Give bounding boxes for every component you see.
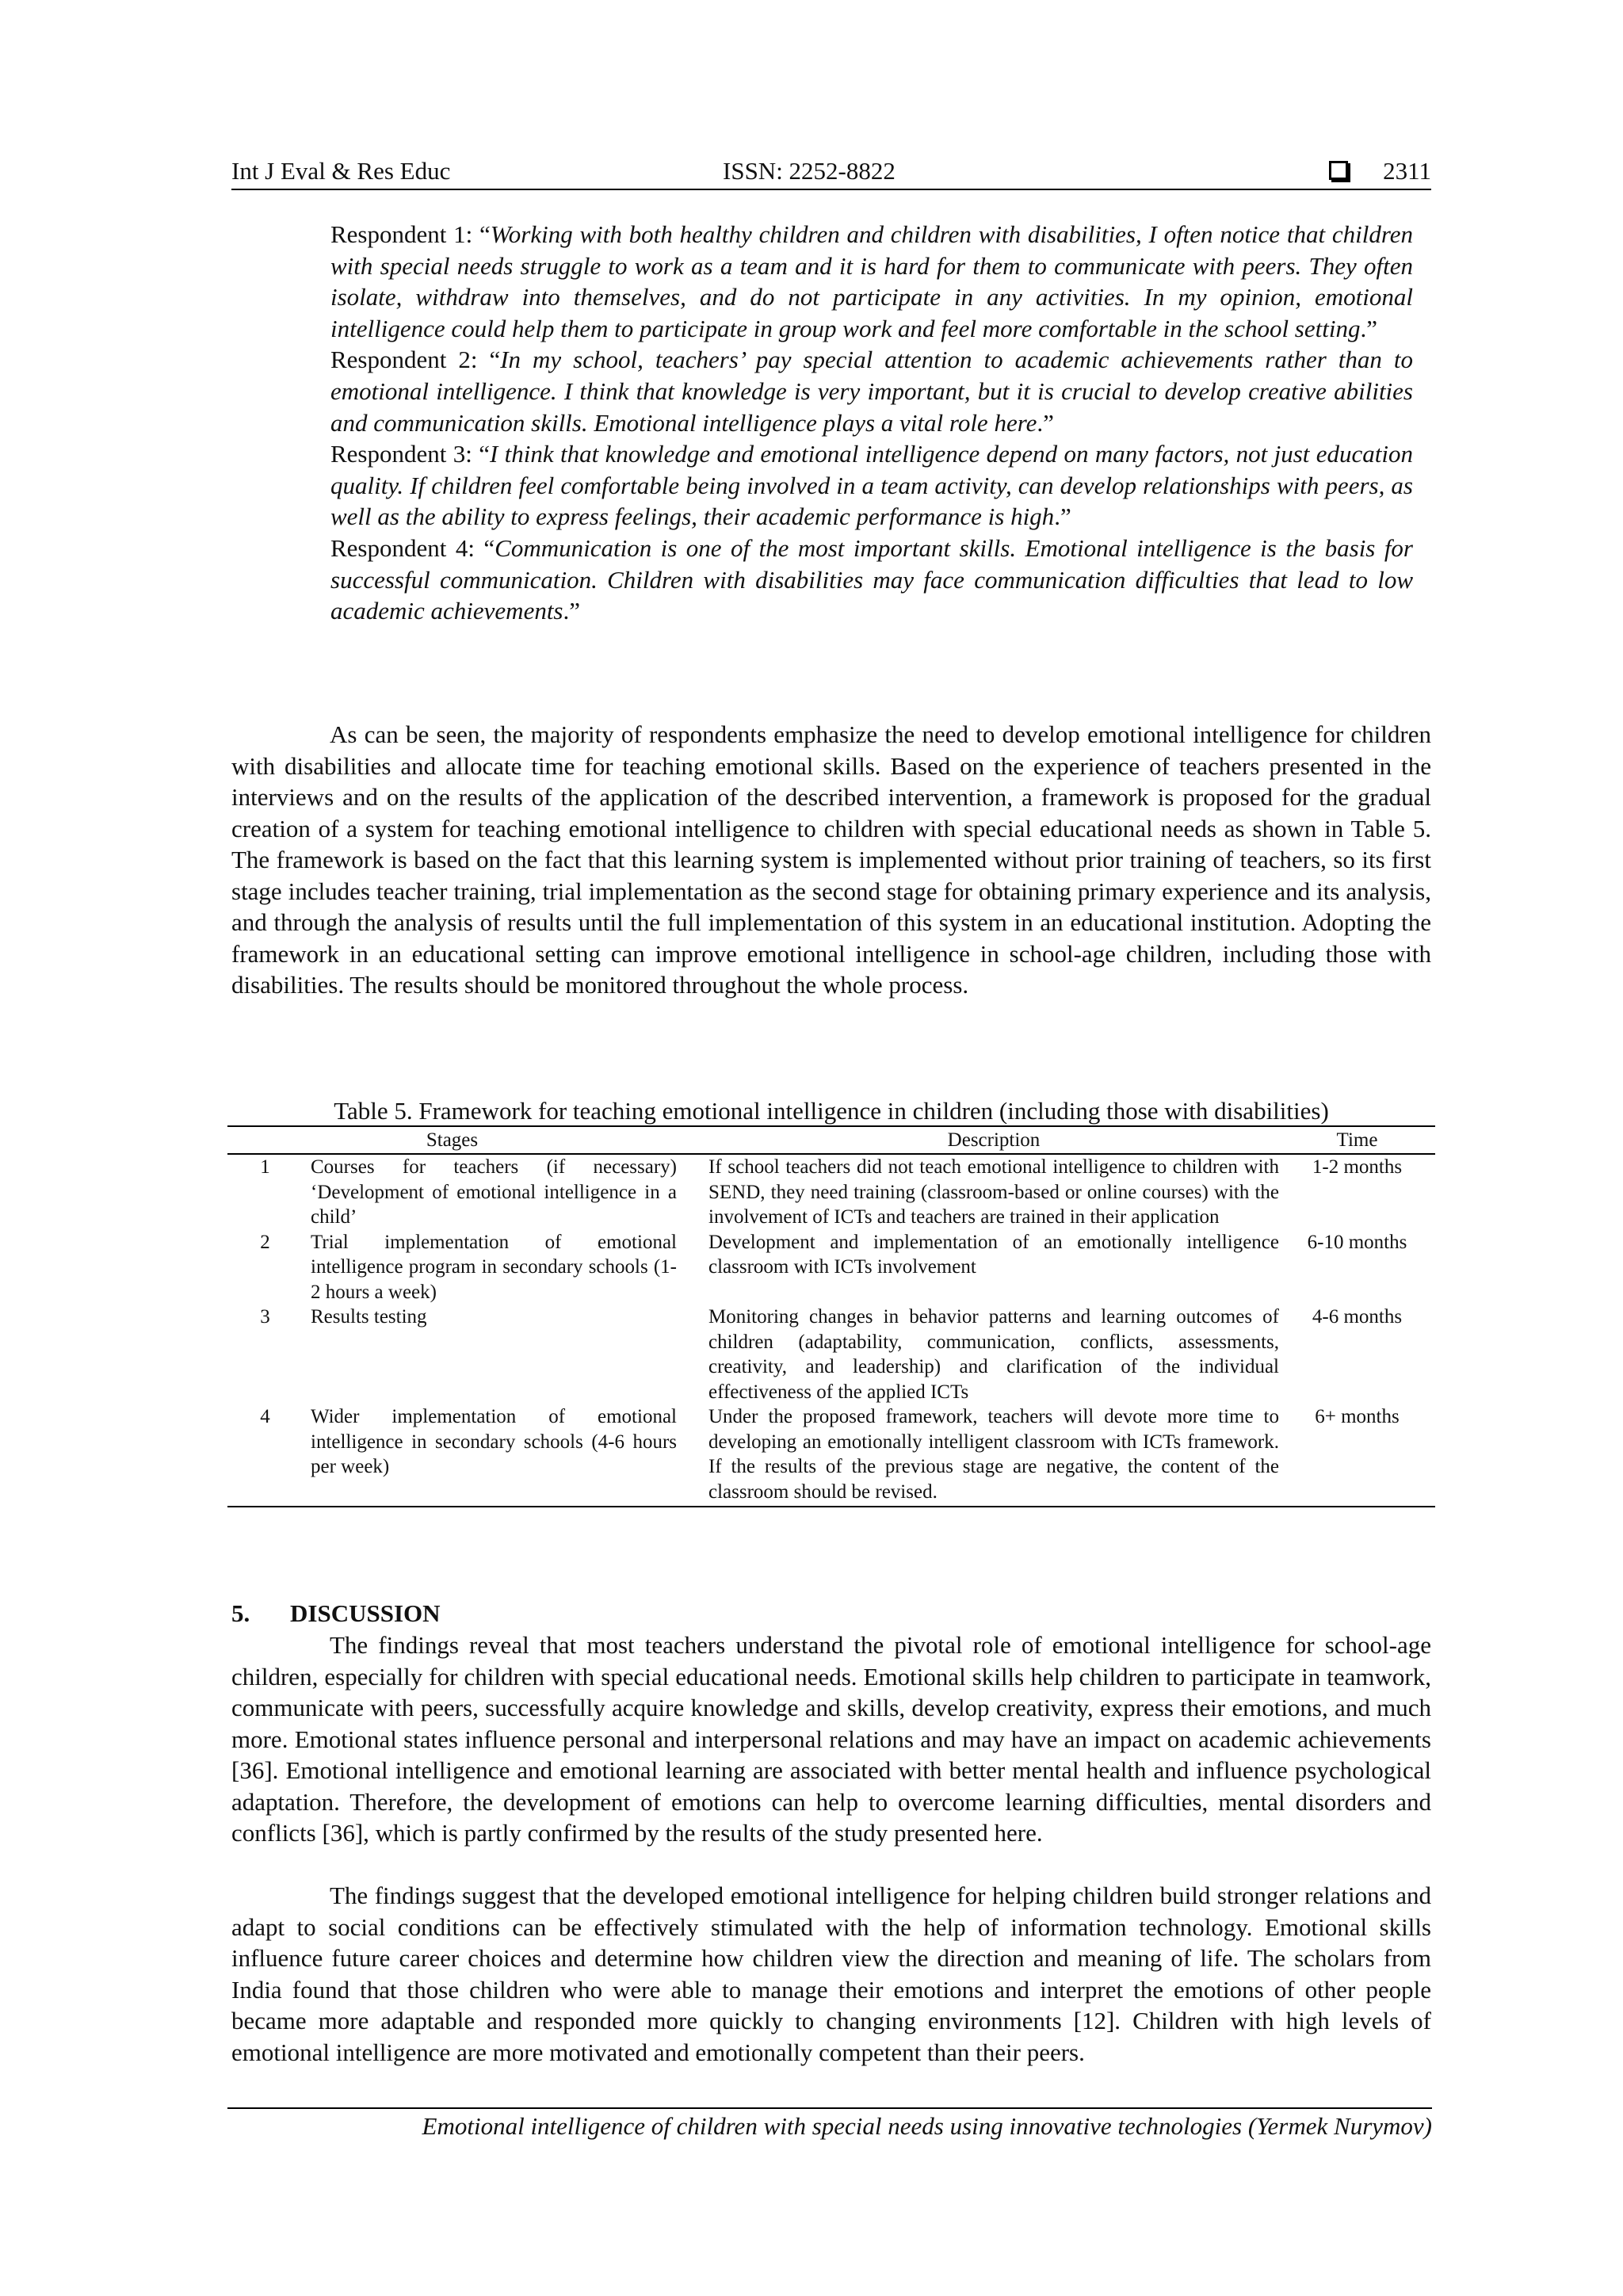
stage-number: 1	[260, 1156, 270, 1178]
time-cell: 6+ months	[1279, 1404, 1435, 1507]
running-header	[231, 157, 1431, 190]
gap-cell	[677, 1154, 708, 1230]
body-paragraph: The findings reveal that most teachers understand the pivotal role of emotional intelligence for school-age children, especially for children with special educational needs. Emotional skills help children to participate in teamwork, communicate with peers, successfully acquire knowledge and skills, develop creativity, express their emotions, and much more. Emotional states influence personal and interpersonal relations and may have an impact on academic achievements [36]. Emotional intelligence and emotional learning are associated with better mental health and influence psychological adaptation. Therefore, the development of emotions can help to overcome learning difficulties, mental disorders and conflicts [36], which is partly confirmed by the results of the study presented here.	[231, 1631, 1431, 1847]
gap-cell	[677, 1404, 708, 1507]
time-cell: 4-6 months	[1312, 1306, 1403, 1328]
issn: ISSN: 2252-8822	[723, 157, 896, 185]
respondent-label: Respondent 4: “	[330, 533, 495, 562]
page-number: 2311	[1383, 157, 1431, 185]
table-row	[227, 1404, 1435, 1507]
header-description: Description	[708, 1126, 1279, 1154]
table-row	[227, 1154, 1435, 1230]
time-cell: 6-10 months	[1307, 1231, 1407, 1253]
time-cell: 1-2 months	[1312, 1156, 1403, 1178]
description-cell: Under the proposed framework, teachers will devote more time to developing an emotionally intelligent classroom with ICTs framework. If the results of the previous stage are negative, the content of the classroom should be revised.	[708, 1404, 1279, 1507]
description-cell: If school teachers did not teach emotional intelligence to children with SEND, they need training (classroom-based or online courses) with the involvement of ICTs and teachers are trained in their application	[708, 1156, 1279, 1228]
quote-end: .”	[1360, 314, 1377, 342]
description-cell: Development and implementation of an emotionally intelligence classroom with ICTs involvement	[708, 1231, 1279, 1278]
respondent-quotes	[330, 219, 1413, 627]
respondent-quote	[330, 219, 1413, 344]
stage-number: 3	[260, 1306, 270, 1328]
respondent-label: Respondent 3: “	[330, 440, 490, 468]
stage-cell: Wider implementation of emotional intelligence in secondary schools (4-6 hours per week)	[303, 1404, 677, 1507]
table-row	[227, 1230, 1435, 1305]
quote-text: In my school, teachers’ pay special attention to academic achievements rather than to emotional intelligence. I think that knowledge is very important, but it is crucial to develop creative abilities and communication skills. Emotional intelligence plays a vital role here	[330, 346, 1413, 437]
running-footer: Emotional intelligence of children with special needs using innovative technologies (Yermek Nurymov)	[227, 2107, 1432, 2141]
square-icon	[1329, 161, 1348, 180]
stage-cell: Trial implementation of emotional intelligence program in secondary schools (1-2 hours a week)	[311, 1231, 677, 1303]
quote-end: .”	[1054, 502, 1071, 531]
quote-text: I think that knowledge and emotional intelligence depend on many factors, not just education quality. If children feel comfortable being involved in a team activity, can develop relationships with peers, as well as the ability to express feelings, their academic performance is high	[330, 440, 1413, 531]
description-cell: Monitoring changes in behavior patterns and learning outcomes of children (adaptability, communication, conflicts, assessments, creativity, and leadership) and clarification of the individual effectiveness of the applied ICTs	[708, 1306, 1279, 1403]
body-paragraph: The findings suggest that the developed emotional intelligence for helping children build stronger relations and adapt to social conditions can be effectively stimulated with the help of information technology. Emotional skills influence future career choices and determine how children view the direction and meaning of life. The scholars from India found that those children who were able to manage their emotions and interpret the emotions of other people became more adaptable and responded more quickly to changing environments [12]. Children with high levels of emotional intelligence are more motivated and emotionally competent than their peers.	[231, 1881, 1431, 2066]
table-caption: Table 5. Framework for teaching emotional intelligence in children (including those with disabilities)	[334, 1097, 1329, 1125]
section-heading	[231, 1598, 441, 1629]
header-gap	[677, 1126, 708, 1154]
gap-cell	[677, 1230, 708, 1305]
respondent-quote	[330, 533, 1413, 627]
header-stages: Stages	[227, 1126, 677, 1154]
respondent-quote	[330, 344, 1413, 438]
section-number: 5.	[231, 1599, 250, 1627]
header-time: Time	[1279, 1126, 1435, 1154]
respondent-label: Respondent 2: “	[330, 346, 501, 374]
framework-table	[227, 1125, 1435, 1507]
stage-number: 2	[260, 1231, 270, 1253]
table-row	[227, 1305, 1435, 1404]
table-header-row	[227, 1126, 1435, 1154]
quote-text: Working with both healthy children and children with disabilities, I often notice that children with special needs struggle to work as a team and it is hard for them to communicate with peers. They often isolate, withdraw into themselves, and do not participate in any activities. In my opinion, emotional intelligence could help them to participate in group work and feel more comfortable in the school setting	[330, 220, 1413, 342]
body-paragraph: As can be seen, the majority of respondents emphasize the need to develop emotional intelligence for children with disabilities and allocate time for teaching emotional skills. Based on the experience of teachers presented in the interviews and on the results of the application of the described intervention, a framework is proposed for the gradual creation of a system for teaching emotional intelligence to children with special educational needs as shown in Table 5. The framework is based on the fact that this learning system is implemented without prior training of teachers, so its first stage includes teacher training, trial implementation as the second stage for obtaining primary experience and its analysis, and through the analysis of results until the full implementation of this system in an educational institution. Adopting the framework in an educational setting can improve emotional intelligence in school-age children, including those with disabilities. The results should be monitored throughout the whole process.	[231, 720, 1431, 999]
respondent-quote	[330, 438, 1413, 533]
quote-end: .”	[1037, 408, 1054, 437]
section-title: DISCUSSION	[290, 1599, 441, 1627]
stage-cell: Results testing	[311, 1306, 427, 1328]
quote-end: .”	[563, 597, 581, 625]
quote-text: Communication is one of the most important skills. Emotional intelligence is the basis for successful communication. Children with disabilities may face communication difficulties that lead to low academic achievements	[330, 533, 1413, 625]
journal-name: Int J Eval & Res Educ	[231, 157, 451, 185]
stage-number: 4	[227, 1404, 303, 1507]
gap-cell	[677, 1305, 708, 1404]
stage-cell: Courses for teachers (if necessary) ‘Development of emotional intelligence in a child’	[311, 1156, 677, 1228]
page-number-block	[1329, 157, 1431, 185]
respondent-label: Respondent 1: “	[330, 220, 491, 248]
